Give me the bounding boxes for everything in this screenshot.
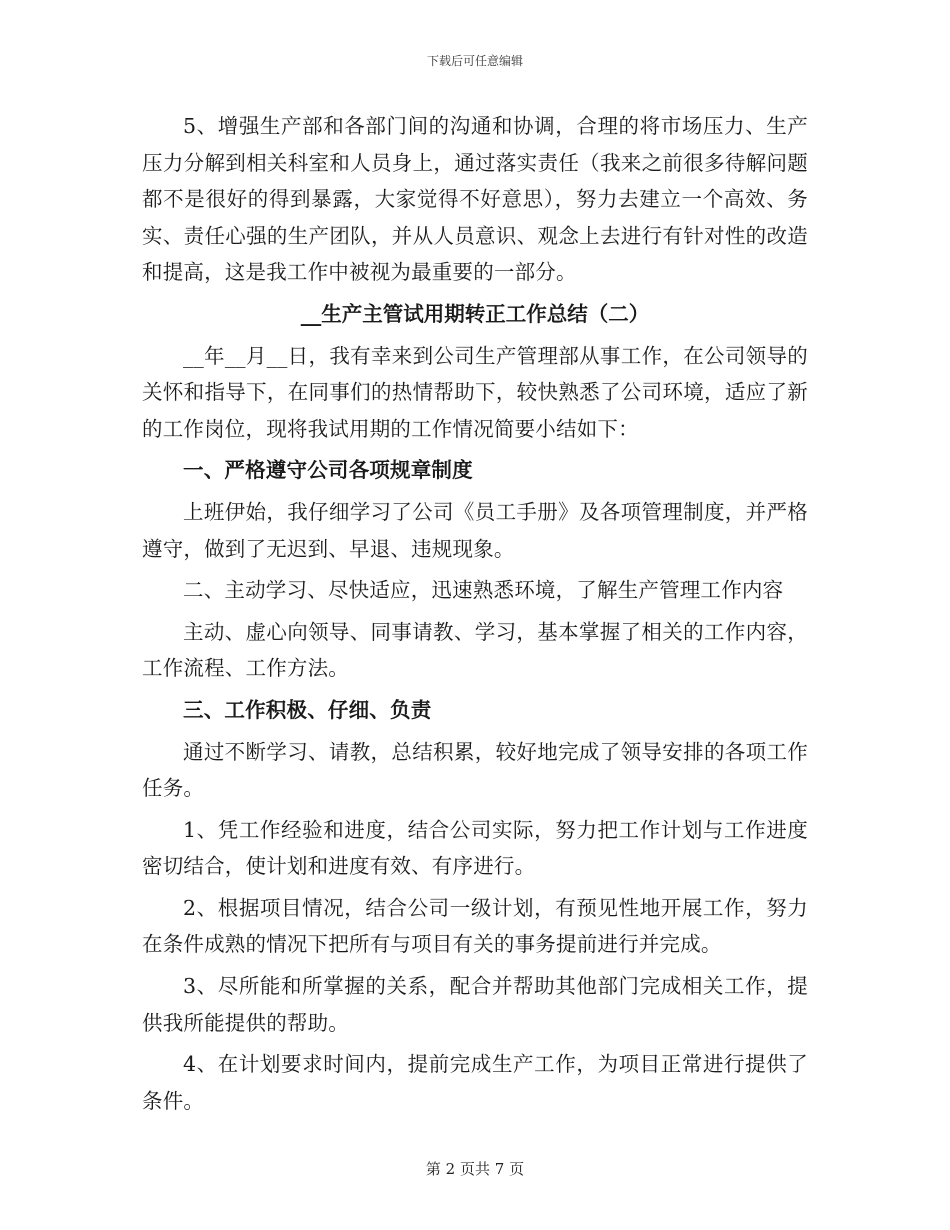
list-item-2: 2、根据项目情况，结合公司一级计划，有预见性地开展工作，努力在条件成熟的情况下把所有与项目有关的事务提前进行并完成。	[142, 895, 808, 957]
list-item-1: 1、凭工作经验和进度，结合公司实际，努力把工作计划与工作进度密切结合，使计划和进度有效、有序进行。	[142, 817, 808, 879]
paragraph-learning: 主动、虚心向领导、同事请教、学习，基本掌握了相关的工作内容，工作流程、工作方法。	[142, 619, 808, 681]
paragraph-rules: 上班伊始，我仔细学习了公司《员工手册》及各项管理制度，并严格遵守，做到了无迟到、早退、违规现象。	[142, 499, 808, 561]
section-title: __生产主管试用期转正工作总结（二）	[300, 301, 650, 326]
page-footer: 第 2 页共 7 页	[425, 1160, 525, 1178]
paragraph-item-5: 5、增强生产部和各部门间的沟通和协调，合理的将市场压力、生产压力分解到相关科室和人员身上，通过落实责任（我来之前很多待解问题都不是很好的得到暴露，大家觉得不好意思），努力去建立一个高效、务实、责任心强的生产团队，并从人员意识、观念上去进行有针对性的改造和提高，这是我工作中被视为最重要的一部分。	[142, 114, 808, 285]
heading-three: 三、工作积极、仔细、负责	[183, 697, 432, 722]
page-header: 下载后可任意编辑	[426, 54, 523, 68]
intro-paragraph: __年__月__日，我有幸来到公司生产管理部从事工作，在公司领导的关怀和指导下，在同事们的热情帮助下，较快熟悉了公司环境，适应了新的工作岗位，现将我试用期的工作情况简要小结如下：	[142, 343, 808, 441]
heading-two: 二、主动学习、尽快适应，迅速熟悉环境，了解生产管理工作内容	[183, 578, 784, 603]
heading-one: 一、严格遵守公司各项规章制度	[183, 458, 473, 483]
list-item-4: 4、在计划要求时间内，提前完成生产工作，为项目正常进行提供了条件。	[142, 1052, 808, 1113]
list-item-3: 3、尽所能和所掌握的关系，配合并帮助其他部门完成相关工作，提供我所能提供的帮助。	[142, 974, 808, 1035]
document-body	[142, 108, 808, 1119]
paragraph-tasks: 通过不断学习、请教，总结积累，较好地完成了领导安排的各项工作任务。	[142, 739, 808, 801]
